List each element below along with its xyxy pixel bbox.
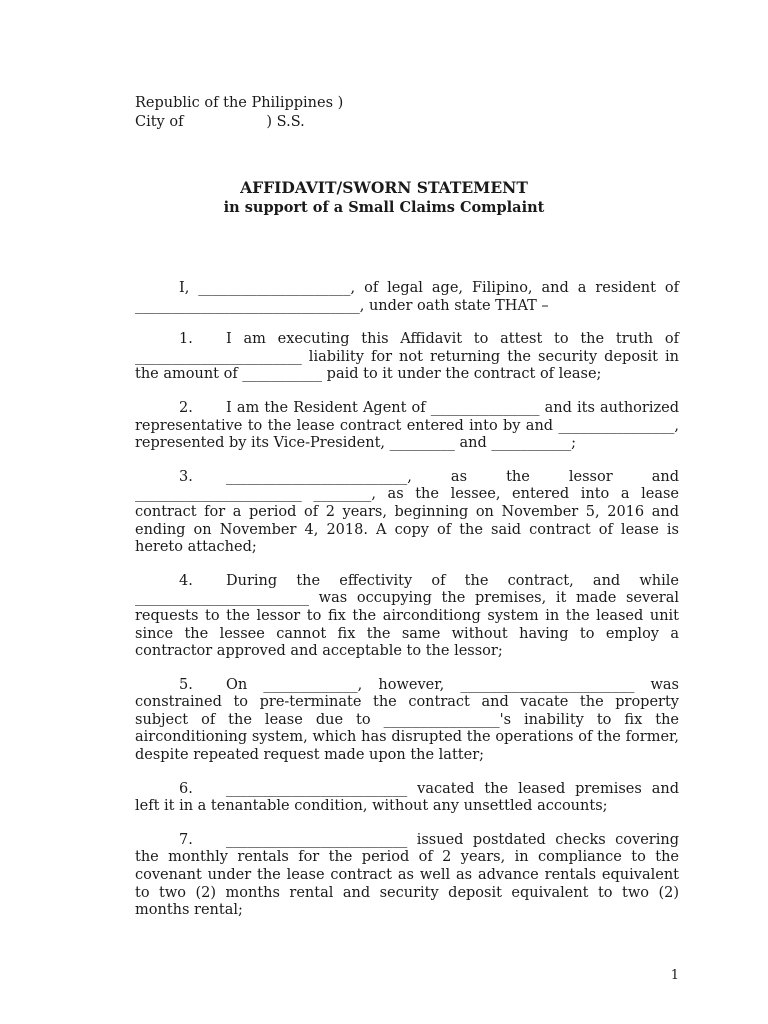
paragraph-number: 3.	[179, 468, 193, 485]
paragraph-1	[135, 331, 679, 384]
paragraph-text: _________________________ issued postdated checks covering the monthly rentals for the period of 2 years, in compliance to the covenant under the lease contract as well as advance rentals equivalent to two (2) months rental and security deposit equivalent to two (2) months rental;	[135, 831, 679, 919]
paragraph-3	[135, 469, 679, 557]
paragraph-text: I am executing this Affidavit to attest to the truth of _______________________ liability for not returning the security deposit in the amount of ___________ paid to it under the contract of lease;	[135, 331, 679, 383]
title-block	[0, 178, 768, 218]
paragraph-number: 1.	[179, 331, 193, 348]
paragraph-7	[135, 832, 679, 920]
paragraph-text: I am the Resident Agent of _______________ and its authorized representative to the lease contract entered into by and ________________, represented by its Vice-President, _________ and ___________;	[135, 399, 679, 452]
paragraph-number: 4.	[179, 572, 193, 589]
paragraph-number: 5.	[179, 676, 193, 693]
venue-republic: Republic of the Philippines )	[135, 95, 344, 111]
paragraph-text: During the effectivity of the contract, and while ________________________ was occupying the premises, it made several requests to the lessor to fix the airconditiong system in the leased unit since the lessee cannot fix the same without having to employ a contractor approved and acceptable to the lessor;	[135, 572, 679, 660]
paragraph-5	[135, 677, 679, 765]
venue-block	[135, 94, 343, 132]
venue-city: City of ) S.S.	[135, 114, 305, 130]
paragraph-text: _________________________ vacated the leased premises and left it in a tenantable condition, without any unsettled accounts;	[135, 780, 679, 815]
intro-paragraph: I, _____________________, of legal age, Filipino, and a resident of _______________________________, under oath state THAT –	[135, 280, 679, 314]
page-number: 1	[670, 968, 679, 983]
paragraph-6	[135, 781, 679, 816]
document-body	[135, 280, 679, 936]
paragraph-number: 6.	[179, 780, 193, 797]
paragraph-text: _________________________, as the lessor and _______________________ ________, as the lessee, entered into a lease contract for a period of 2 years, beginning on November 5, 2016 and ending on November 4, 2018. A copy of the said contract of lease is hereto attached;	[135, 468, 679, 556]
document-title: AFFIDAVIT/SWORN STATEMENT	[240, 178, 528, 197]
paragraph-text: On _____________, however, ________________________ was constrained to pre-terminate the contract and vacate the property subject of the lease due to ________________'s inability to fix the airconditioning system, which has disrupted the operations of the former, despite repeated request made upon the latter;	[135, 676, 679, 764]
paragraph-number: 2.	[179, 399, 193, 416]
paragraph-2	[135, 400, 679, 453]
document-subtitle: in support of a Small Claims Complaint	[223, 199, 545, 216]
paragraph-4	[135, 573, 679, 661]
paragraph-number: 7.	[179, 831, 193, 848]
